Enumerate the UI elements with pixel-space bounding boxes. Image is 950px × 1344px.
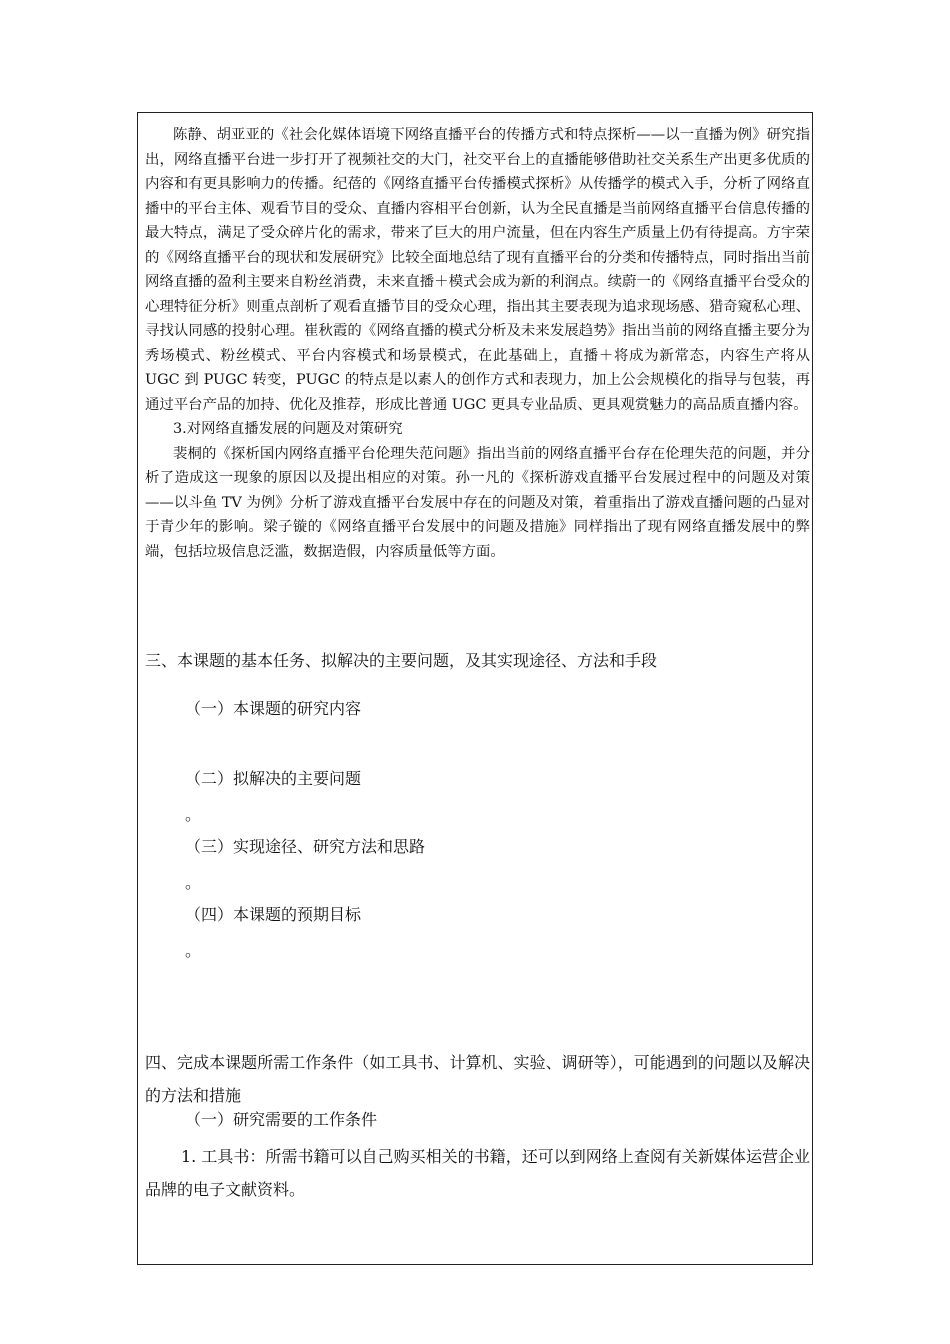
review-paragraph-1: 陈静、胡亚亚的《社会化媒体语境下网络直播平台的传播方式和特点探析——以一直播为例》研究指出，网络直播平台进一步打开了视频社交的大门，社交平台上的直播能够借助社交关系生产出更多优质的内容和有更具影响力的传播。纪蓓的《网络直播平台传播模式探析》从传播学的模式入手，分析了网络直播中的平台主体、观看节目的受众、直播内容相平台创新，认为全民直播是当前网络直播平台信息传播的最大特点，满足了受众碎片化的需求，带来了巨大的用户流量，但在内容生产质量上仍有待提高。方宇荣的《网络直播平台的现状和发展研究》比较全面地总结了现有直播平台的分类和传播特点，同时指出当前网络直播的盈利主要来自粉丝消费，未来直播＋模式会成为新的利润点。续蔚一的《网络直播平台受众的心理特征分析》则重点剖析了观看直播节目的受众心理，指出其主要表现为追求现场感、猎奇窥私心理、寻找认同感的投射心理。崔秋霞的《网络直播的模式分析及未来发展趋势》指出当前的网络直播主要分为秀场模式、粉丝模式、平台内容模式和场景模式，在此基础上，直播＋将成为新常态，内容生产将从 UGC 到 PUGC 转变，PUGC 的特点是以素人的创作方式和表现力，加上公会规模化的指导与包装，再通过平台产品的加持、优化及推荐，形成比普通 UGC 更具专业品质、更具观赏魅力的高品质直播内容。 [145, 127, 810, 413]
section-3 [145, 648, 810, 674]
section-3-heading: 三、本课题的基本任务、拟解决的主要问题，及其实现途径、方法和手段 [145, 651, 658, 670]
section-4-sub-1: （一）研究需要的工作条件 [185, 1110, 378, 1129]
section-3-sub-4: （四）本课题的预期目标 [185, 905, 362, 924]
section-3-placeholder-4: 。 [185, 941, 202, 960]
section-4 [145, 1046, 810, 1112]
section-4-items [145, 1140, 810, 1206]
section-3-sub-2: （二）拟解决的主要问题 [185, 769, 362, 788]
section-3-sub-1: （一）本课题的研究内容 [185, 699, 362, 718]
section-4-heading: 四、完成本课题所需工作条件（如工具书、计算机、实验、调研等），可能遇到的问题以及解决的方法和措施 [145, 1053, 810, 1105]
section-3-placeholder-2: 。 [185, 805, 202, 824]
review-subheading-3: 3.对网络直播发展的问题及对策研究 [173, 421, 403, 437]
section-4-item-1: 1. 工具书：所需书籍可以自己购买相关的书籍，还可以到网络上查阅有关新媒体运营企业品牌的电子文献资料。 [145, 1147, 810, 1199]
literature-review-continued [145, 123, 810, 564]
review-paragraph-2: 裴桐的《探析国内网络直播平台伦理失范问题》指出当前的网络直播平台存在伦理失范的问题，并分析了造成这一现象的原因以及提出相应的对策。孙一凡的《探析游戏直播平台发展过程中的问题及对策——以斗鱼 TV 为例》分析了游戏直播平台发展中存在的问题及对策，着重指出了游戏直播问题的凸显对于青少年的影响。梁子镟的《网络直播平台发展中的问题及措施》同样指出了现有网络直播发展中的弊端，包括垃圾信息泛滥，数据造假，内容质量低等方面。 [145, 445, 810, 560]
section-3-placeholder-3: 。 [185, 873, 202, 892]
section-3-sub-3: （三）实现途径、研究方法和思路 [185, 837, 426, 856]
